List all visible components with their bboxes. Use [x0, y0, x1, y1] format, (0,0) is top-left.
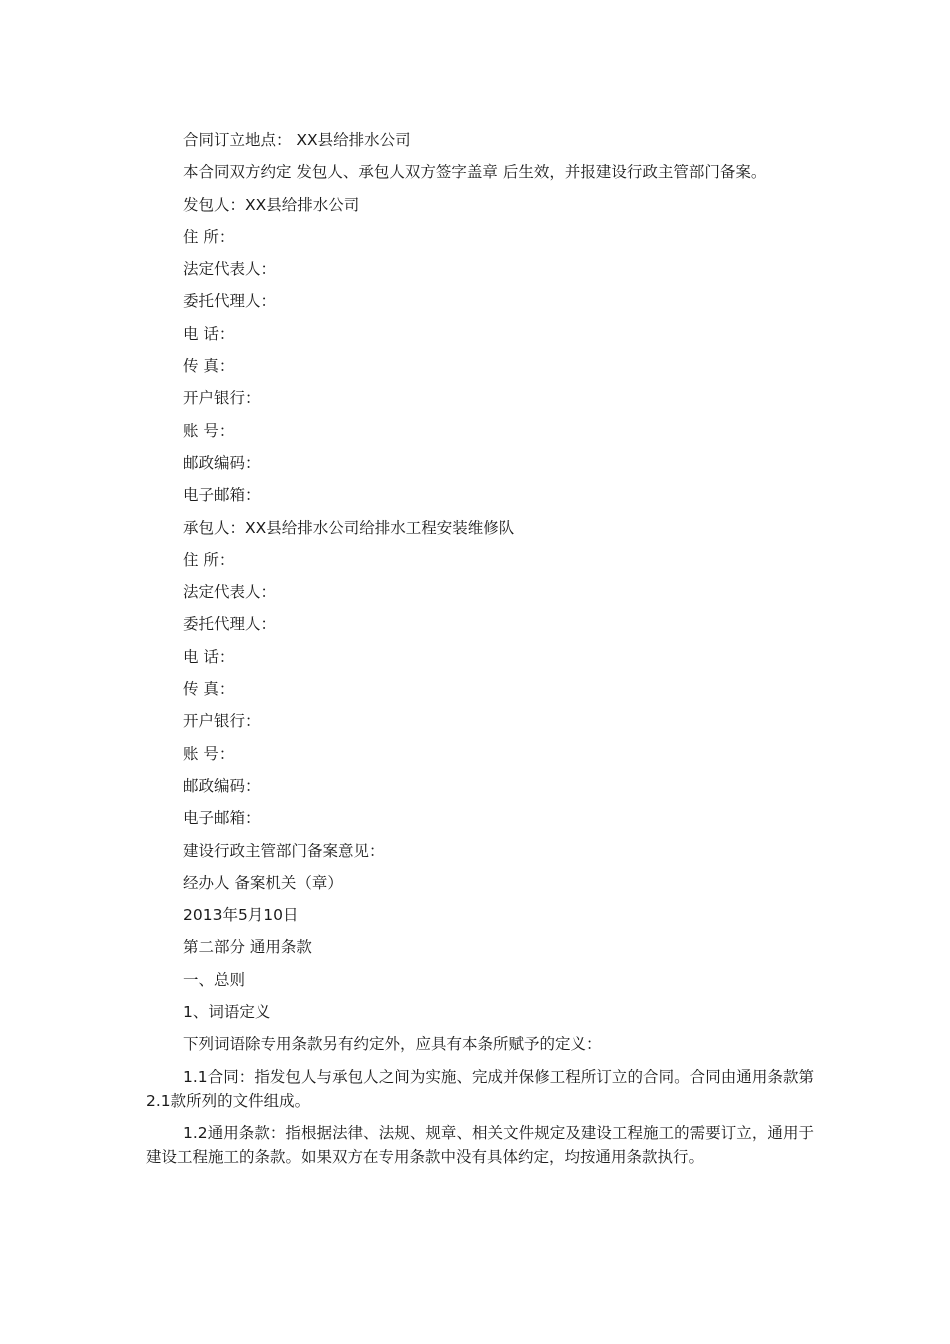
clause-1-1-paragraph: 1.1合同：指发包人与承包人之间为实施、完成并保修工程所订立的合同。合同由通用条款第2.1款所列的文件组成。 — [146, 1067, 814, 1110]
section-general-heading: 一、总则 — [183, 970, 246, 989]
document-body — [146, 124, 814, 1173]
definitions-heading: 1、词语定义 — [183, 1003, 271, 1022]
date-line: 2013年5月10日 — [183, 906, 299, 925]
employer-address-line: 住 所： — [183, 227, 235, 246]
employer-legal-rep-line: 法定代表人： — [183, 260, 277, 279]
employer-account-line: 账 号： — [183, 421, 235, 440]
employer-postcode-line: 邮政编码： — [183, 453, 261, 472]
contractor-email-line: 电子邮箱： — [183, 809, 261, 828]
part-two-heading: 第二部分 通用条款 — [183, 938, 312, 957]
employer-fax-line: 传 真： — [183, 357, 235, 376]
contract-location-line: 合同订立地点： XX县给排水公司 — [183, 131, 411, 149]
effectiveness-clause-line: 本合同双方约定 发包人、承包人双方签字盖章 后生效，并报建设行政主管部门备案。 — [183, 163, 767, 182]
contractor-account-line: 账 号： — [183, 744, 235, 763]
employer-email-line: 电子邮箱： — [183, 486, 261, 505]
contractor-name-line: 承包人：XX县给排水公司给排水工程安装维修队 — [183, 518, 515, 537]
contractor-bank-line: 开户银行： — [183, 712, 261, 731]
employer-bank-line: 开户银行： — [183, 389, 261, 408]
handler-seal-line: 经办人 备案机关（章） — [183, 873, 343, 892]
contractor-agent-line: 委托代理人： — [183, 615, 277, 634]
employer-name-line: 发包人：XX县给排水公司 — [183, 195, 360, 214]
clause-1-2-paragraph: 1.2通用条款：指根据法律、法规、规章、相关文件规定及建设工程施工的需要订立，通用于建设工程施工的条款。如果双方在专用条款中没有具体约定，均按通用条款执行。 — [146, 1123, 814, 1166]
contractor-address-line: 住 所： — [183, 550, 235, 569]
contractor-phone-line: 电 话： — [183, 647, 235, 666]
contractor-postcode-line: 邮政编码： — [183, 776, 261, 795]
employer-phone-line: 电 话： — [183, 324, 235, 343]
definitions-intro-line: 下列词语除专用条款另有约定外，应具有本条所赋予的定义： — [183, 1035, 602, 1054]
contractor-legal-rep-line: 法定代表人： — [183, 583, 277, 602]
filing-opinion-line: 建设行政主管部门备案意见： — [183, 841, 385, 860]
contractor-fax-line: 传 真： — [183, 680, 235, 699]
employer-agent-line: 委托代理人： — [183, 292, 277, 311]
